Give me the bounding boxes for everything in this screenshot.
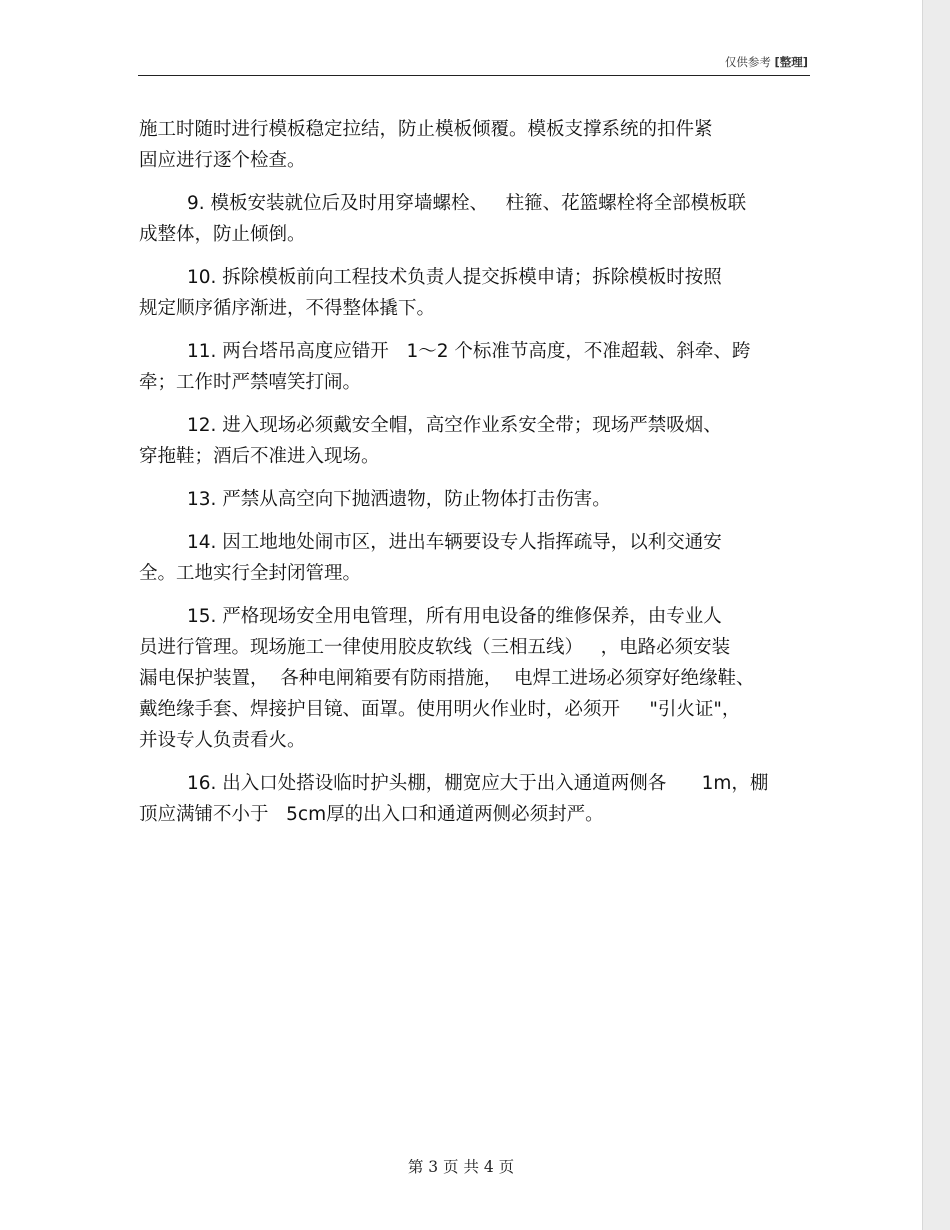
paragraph-line: 漏电保护装置， 各种电闸箱要有防雨措施， 电焊工进场必须穿好绝缘鞋、 (139, 668, 755, 689)
paragraph-line: 并设专人负责看火。 (139, 730, 306, 751)
header-text: 仅供参考 (724, 55, 771, 69)
paragraph (139, 336, 819, 398)
paragraph-line: 员进行管理。现场施工一律使用胶皮软线（三相五线） ，电路必须安装 (139, 637, 731, 658)
header-tag: [整理] (774, 55, 808, 69)
header-divider (138, 75, 810, 76)
paragraph-line: 顶应满铺不小于 5cm厚的出入口和通道两侧必须封严。 (139, 804, 604, 825)
paragraph-line: 12. 进入现场必须戴安全帽，高空作业系安全带；现场严禁吸烟、 (187, 415, 722, 436)
paragraph (139, 114, 819, 176)
paragraph-line: 成整体，防止倾倒。 (139, 224, 306, 245)
paragraph-line: 施工时随时进行模板稳定拉结，防止模板倾覆。模板支撑系统的扣件紧 (139, 119, 713, 140)
paragraph-line: 戴绝缘手套、焊接护目镜、面罩。使用明火作业时，必须开 "引火证"， (139, 699, 741, 720)
paragraph (139, 188, 819, 250)
paragraph-line: 14. 因工地地处闹市区，进出车辆要设专人指挥疏导，以利交通安 (187, 532, 722, 553)
paragraph (139, 601, 819, 756)
paragraph-line: 9. 模板安装就位后及时用穿墙螺栓、 柱箍、花篮螺栓将全部模板联 (187, 193, 747, 214)
paragraph-line: 牵；工作时严禁嘻笑打闹。 (139, 372, 362, 393)
paragraph-line: 固应进行逐个检查。 (139, 150, 306, 171)
paragraph-line: 16. 出入口处搭设临时护头棚，棚宽应大于出入通道两侧各 1m，棚 (187, 773, 769, 794)
paragraph (139, 262, 819, 324)
paragraph (139, 527, 819, 589)
paragraph-line: 13. 严禁从高空向下抛洒遗物，防止物体打击伤害。 (187, 489, 611, 510)
paragraph-line: 11. 两台塔吊高度应错开 1～2 个标准节高度，不准超载、斜牵、跨 (187, 341, 751, 362)
paragraph (139, 768, 819, 830)
page-header (725, 54, 808, 70)
paragraph-line: 全。工地实行全封闭管理。 (139, 563, 362, 584)
paragraph-line: 穿拖鞋；酒后不准进入现场。 (139, 446, 380, 467)
page-footer: 第 3 页 共 4 页 (407, 1158, 515, 1176)
paragraph-line: 规定顺序循序渐进，不得整体撬下。 (139, 298, 436, 319)
paragraph (139, 484, 819, 515)
paragraph-line: 10. 拆除模板前向工程技术负责人提交拆模申请；拆除模板时按照 (187, 267, 722, 288)
document-body (139, 114, 819, 842)
paragraph-line: 15. 严格现场安全用电管理，所有用电设备的维修保养，由专业人 (187, 606, 722, 627)
paragraph (139, 410, 819, 472)
